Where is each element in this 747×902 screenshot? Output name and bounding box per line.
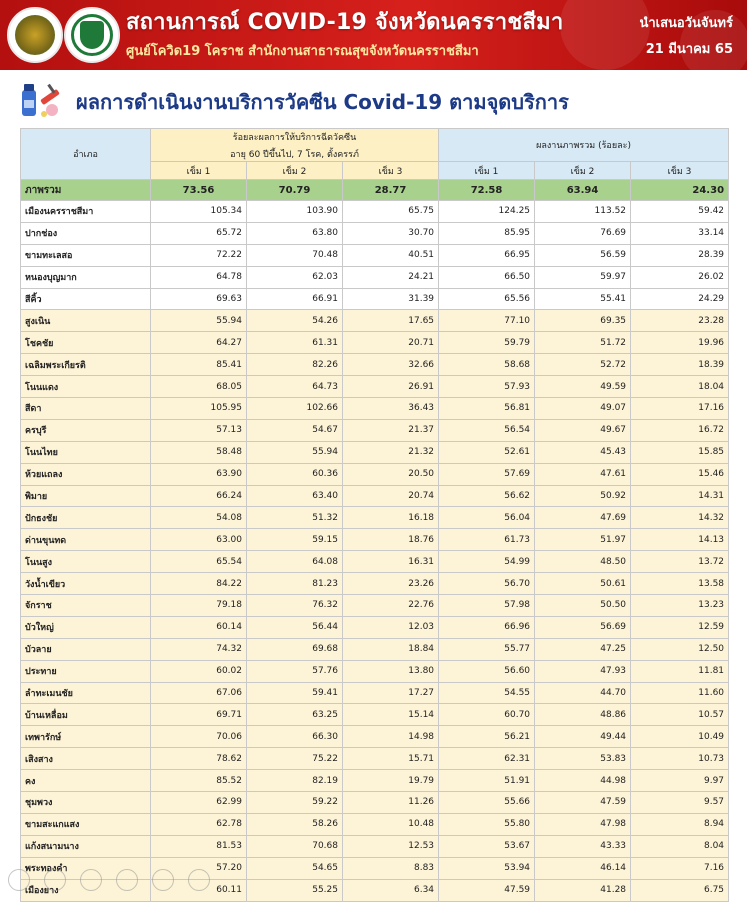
cell-value: 68.05 <box>151 376 247 398</box>
cell-value: 13.58 <box>631 573 729 595</box>
presented-date: 21 มีนาคม 65 <box>645 42 733 57</box>
table-body <box>21 201 729 902</box>
cell-value: 82.19 <box>247 770 343 792</box>
amphoe-name: พิมาย <box>21 485 151 507</box>
cell-value: 74.32 <box>151 638 247 660</box>
cell-value: 47.93 <box>535 660 631 682</box>
cell-value: 81.53 <box>151 835 247 857</box>
cell-value: 47.25 <box>535 638 631 660</box>
cell-value: 21.32 <box>343 441 439 463</box>
col-header-dose: เข็ม 3 <box>343 162 439 180</box>
cell-value: 124.25 <box>439 201 535 223</box>
amphoe-name: จักราช <box>21 595 151 617</box>
table-row <box>21 792 729 814</box>
amphoe-name: สีคิ้ว <box>21 288 151 310</box>
amphoe-name: สูงเนิน <box>21 310 151 332</box>
cell-value: 77.10 <box>439 310 535 332</box>
amphoe-name: ด่านขุนทด <box>21 529 151 551</box>
table-row <box>21 551 729 573</box>
cell-value: 44.98 <box>535 770 631 792</box>
table-row <box>21 595 729 617</box>
cell-value: 75.22 <box>247 748 343 770</box>
cell-value: 10.73 <box>631 748 729 770</box>
col-header-dose: เข็ม 2 <box>535 162 631 180</box>
cell-value: 49.59 <box>535 376 631 398</box>
total-value: 73.56 <box>151 180 247 201</box>
cell-value: 50.61 <box>535 573 631 595</box>
table-row <box>21 529 729 551</box>
cell-value: 58.68 <box>439 354 535 376</box>
share-icon[interactable] <box>80 869 102 891</box>
cell-value: 12.50 <box>631 638 729 660</box>
cell-value: 18.04 <box>631 376 729 398</box>
total-value: 63.94 <box>535 180 631 201</box>
table-row <box>21 244 729 266</box>
zoom-icon[interactable] <box>152 869 174 891</box>
amphoe-name: ขามทะเลสอ <box>21 244 151 266</box>
cell-value: 6.75 <box>631 879 729 901</box>
cell-value: 15.71 <box>343 748 439 770</box>
cell-value: 81.23 <box>247 573 343 595</box>
cell-value: 78.62 <box>151 748 247 770</box>
cell-value: 33.14 <box>631 222 729 244</box>
cell-value: 11.81 <box>631 660 729 682</box>
amphoe-name: ลำทะเมนชัย <box>21 682 151 704</box>
cell-value: 69.63 <box>151 288 247 310</box>
thumbs-up-icon[interactable] <box>8 869 30 891</box>
cell-value: 59.15 <box>247 529 343 551</box>
table-row <box>21 419 729 441</box>
page-title: สถานการณ์ COVID-19 จังหวัดนครราชสีมา <box>126 10 564 35</box>
cell-value: 56.69 <box>535 616 631 638</box>
cell-value: 8.83 <box>343 857 439 879</box>
col-header-dose: เข็ม 2 <box>247 162 343 180</box>
cell-value: 15.85 <box>631 441 729 463</box>
cell-value: 56.54 <box>439 419 535 441</box>
cell-value: 69.71 <box>151 704 247 726</box>
cell-value: 57.76 <box>247 660 343 682</box>
cell-value: 41.28 <box>535 879 631 901</box>
cell-value: 55.41 <box>535 288 631 310</box>
amphoe-name: บัวลาย <box>21 638 151 660</box>
total-value: 28.77 <box>343 180 439 201</box>
cell-value: 26.02 <box>631 266 729 288</box>
cell-value: 66.91 <box>247 288 343 310</box>
cell-value: 28.39 <box>631 244 729 266</box>
cell-value: 63.40 <box>247 485 343 507</box>
cell-value: 44.70 <box>535 682 631 704</box>
amphoe-name: ปักธงชัย <box>21 507 151 529</box>
cell-value: 82.26 <box>247 354 343 376</box>
presented-day: นำเสนอวันจันทร์ <box>639 16 733 31</box>
cell-value: 56.62 <box>439 485 535 507</box>
cell-value: 12.59 <box>631 616 729 638</box>
cell-value: 23.26 <box>343 573 439 595</box>
cell-value: 53.94 <box>439 857 535 879</box>
cell-value: 63.90 <box>151 463 247 485</box>
cell-value: 17.65 <box>343 310 439 332</box>
table-row <box>21 507 729 529</box>
cell-value: 59.79 <box>439 332 535 354</box>
amphoe-name: วังน้ำเขียว <box>21 573 151 595</box>
col-group-target-line1: ร้อยละผลการให้บริการฉีดวัคซีน <box>232 132 357 143</box>
amphoe-name: โนนแดง <box>21 376 151 398</box>
cell-value: 52.72 <box>535 354 631 376</box>
cell-value: 65.75 <box>343 201 439 223</box>
amphoe-name: เทพารักษ์ <box>21 726 151 748</box>
table-row <box>21 266 729 288</box>
amphoe-name: หนองบุญมาก <box>21 266 151 288</box>
cell-value: 85.41 <box>151 354 247 376</box>
amphoe-name: บัวใหญ่ <box>21 616 151 638</box>
cell-value: 6.34 <box>343 879 439 901</box>
cell-value: 76.32 <box>247 595 343 617</box>
col-group-target-line2: อายุ 60 ปีขึ้นไป, 7 โรค, ตั้งครรภ์ <box>230 149 359 160</box>
cell-value: 57.13 <box>151 419 247 441</box>
cell-value: 36.43 <box>343 398 439 420</box>
cell-value: 59.42 <box>631 201 729 223</box>
cell-value: 65.56 <box>439 288 535 310</box>
cell-value: 10.57 <box>631 704 729 726</box>
amphoe-name: พระทองคำ <box>21 857 151 879</box>
table-row <box>21 288 729 310</box>
cell-value: 18.76 <box>343 529 439 551</box>
gallery-icon[interactable] <box>116 869 138 891</box>
amphoe-name: เมืองยาง <box>21 879 151 901</box>
total-label: ภาพรวม <box>21 180 151 201</box>
cell-value: 47.98 <box>535 813 631 835</box>
page-subtitle: ศูนย์โควิด19 โคราช สำนักงานสาธารณสุขจังหวัดนครราชสีมา <box>126 44 479 59</box>
cell-value: 54.65 <box>247 857 343 879</box>
cell-value: 24.21 <box>343 266 439 288</box>
cell-value: 105.34 <box>151 201 247 223</box>
cell-value: 51.32 <box>247 507 343 529</box>
table-row <box>21 770 729 792</box>
table-row <box>21 441 729 463</box>
cell-value: 69.68 <box>247 638 343 660</box>
cell-value: 72.22 <box>151 244 247 266</box>
cell-value: 55.66 <box>439 792 535 814</box>
cell-value: 17.27 <box>343 682 439 704</box>
cell-value: 63.00 <box>151 529 247 551</box>
more-icon[interactable] <box>188 869 210 891</box>
table-row <box>21 682 729 704</box>
cell-value: 13.72 <box>631 551 729 573</box>
cell-value: 48.50 <box>535 551 631 573</box>
cell-value: 47.59 <box>439 879 535 901</box>
cell-value: 40.51 <box>343 244 439 266</box>
cell-value: 64.73 <box>247 376 343 398</box>
cell-value: 56.04 <box>439 507 535 529</box>
amphoe-name: ประทาย <box>21 660 151 682</box>
cell-value: 51.97 <box>535 529 631 551</box>
table-row <box>21 704 729 726</box>
cell-value: 60.70 <box>439 704 535 726</box>
cell-value: 31.39 <box>343 288 439 310</box>
cell-value: 64.27 <box>151 332 247 354</box>
table-row <box>21 376 729 398</box>
cell-value: 13.23 <box>631 595 729 617</box>
cell-value: 69.35 <box>535 310 631 332</box>
cell-value: 54.08 <box>151 507 247 529</box>
cell-value: 19.96 <box>631 332 729 354</box>
cell-value: 20.74 <box>343 485 439 507</box>
cell-value: 60.11 <box>151 879 247 901</box>
cell-value: 63.25 <box>247 704 343 726</box>
cell-value: 56.21 <box>439 726 535 748</box>
virus-decoration <box>560 0 650 70</box>
amphoe-name: ปากช่อง <box>21 222 151 244</box>
cell-value: 55.94 <box>151 310 247 332</box>
social-toolbar <box>0 863 240 900</box>
cell-value: 11.26 <box>343 792 439 814</box>
cell-value: 113.52 <box>535 201 631 223</box>
cell-value: 60.02 <box>151 660 247 682</box>
cell-value: 56.60 <box>439 660 535 682</box>
cell-value: 9.57 <box>631 792 729 814</box>
cell-value: 57.98 <box>439 595 535 617</box>
cell-value: 62.31 <box>439 748 535 770</box>
table-row <box>21 485 729 507</box>
amphoe-name: ชุมพวง <box>21 792 151 814</box>
table-row <box>21 813 729 835</box>
cell-value: 59.41 <box>247 682 343 704</box>
cell-value: 23.28 <box>631 310 729 332</box>
cell-value: 103.90 <box>247 201 343 223</box>
provincial-seal-icon <box>7 7 63 63</box>
cell-value: 59.97 <box>535 266 631 288</box>
cell-value: 56.59 <box>535 244 631 266</box>
cell-value: 58.26 <box>247 813 343 835</box>
cell-value: 24.29 <box>631 288 729 310</box>
table-row <box>21 354 729 376</box>
cell-value: 62.99 <box>151 792 247 814</box>
cell-value: 54.55 <box>439 682 535 704</box>
cell-value: 20.50 <box>343 463 439 485</box>
cell-value: 61.31 <box>247 332 343 354</box>
col-group-target <box>151 129 439 162</box>
vaccination-table <box>20 128 729 902</box>
cell-value: 18.39 <box>631 354 729 376</box>
header-banner <box>0 0 747 70</box>
amphoe-name: แก้งสนามนาง <box>21 835 151 857</box>
col-header-amphoe: อำเภอ <box>21 129 151 180</box>
cell-value: 55.25 <box>247 879 343 901</box>
cell-value: 43.33 <box>535 835 631 857</box>
cell-value: 65.72 <box>151 222 247 244</box>
cell-value: 47.59 <box>535 792 631 814</box>
cell-value: 60.36 <box>247 463 343 485</box>
cell-value: 56.81 <box>439 398 535 420</box>
cell-value: 66.24 <box>151 485 247 507</box>
cell-value: 67.06 <box>151 682 247 704</box>
cell-value: 51.91 <box>439 770 535 792</box>
vaccine-vial-icon <box>20 80 64 120</box>
cell-value: 8.04 <box>631 835 729 857</box>
table-row <box>21 463 729 485</box>
cell-value: 10.48 <box>343 813 439 835</box>
amphoe-name: ห้วยแถลง <box>21 463 151 485</box>
amphoe-name: โนนไทย <box>21 441 151 463</box>
amphoe-name: เมืองนครราชสีมา <box>21 201 151 223</box>
cell-value: 15.14 <box>343 704 439 726</box>
cell-value: 70.48 <box>247 244 343 266</box>
cell-value: 56.44 <box>247 616 343 638</box>
cell-value: 62.03 <box>247 266 343 288</box>
cell-value: 14.31 <box>631 485 729 507</box>
cell-value: 61.73 <box>439 529 535 551</box>
cell-value: 66.96 <box>439 616 535 638</box>
cell-value: 54.99 <box>439 551 535 573</box>
cell-value: 54.67 <box>247 419 343 441</box>
cell-value: 85.95 <box>439 222 535 244</box>
col-header-dose: เข็ม 1 <box>151 162 247 180</box>
cell-value: 58.48 <box>151 441 247 463</box>
cell-value: 14.98 <box>343 726 439 748</box>
cell-value: 19.79 <box>343 770 439 792</box>
cell-value: 49.44 <box>535 726 631 748</box>
cell-value: 16.18 <box>343 507 439 529</box>
cell-value: 11.60 <box>631 682 729 704</box>
amphoe-name: เสิงสาง <box>21 748 151 770</box>
amphoe-name: ขามสะแกแสง <box>21 813 151 835</box>
cell-value: 16.72 <box>631 419 729 441</box>
cell-value: 57.93 <box>439 376 535 398</box>
cell-value: 45.43 <box>535 441 631 463</box>
cell-value: 10.49 <box>631 726 729 748</box>
col-header-dose: เข็ม 1 <box>439 162 535 180</box>
amphoe-name: เฉลิมพระเกียรติ <box>21 354 151 376</box>
cell-value: 55.77 <box>439 638 535 660</box>
cell-value: 13.80 <box>343 660 439 682</box>
cell-value: 64.78 <box>151 266 247 288</box>
cell-value: 30.70 <box>343 222 439 244</box>
total-value: 24.30 <box>631 180 729 201</box>
cell-value: 14.32 <box>631 507 729 529</box>
cell-value: 12.03 <box>343 616 439 638</box>
cell-value: 102.66 <box>247 398 343 420</box>
col-group-overall: ผลงานภาพรวม (ร้อยละ) <box>439 129 729 162</box>
cell-value: 66.30 <box>247 726 343 748</box>
table-row <box>21 201 729 223</box>
cell-value: 21.37 <box>343 419 439 441</box>
cell-value: 76.69 <box>535 222 631 244</box>
cell-value: 14.13 <box>631 529 729 551</box>
comment-icon[interactable] <box>44 869 66 891</box>
amphoe-name: ครบุรี <box>21 419 151 441</box>
cell-value: 59.22 <box>247 792 343 814</box>
cell-value: 55.80 <box>439 813 535 835</box>
cell-value: 48.86 <box>535 704 631 726</box>
cell-value: 50.50 <box>535 595 631 617</box>
cell-value: 65.54 <box>151 551 247 573</box>
cell-value: 8.94 <box>631 813 729 835</box>
cell-value: 17.16 <box>631 398 729 420</box>
cell-value: 20.71 <box>343 332 439 354</box>
cell-value: 64.08 <box>247 551 343 573</box>
cell-value: 66.50 <box>439 266 535 288</box>
table-header-row <box>21 129 729 162</box>
cell-value: 55.94 <box>247 441 343 463</box>
cell-value: 12.53 <box>343 835 439 857</box>
cell-value: 84.22 <box>151 573 247 595</box>
cell-value: 18.84 <box>343 638 439 660</box>
cell-value: 47.69 <box>535 507 631 529</box>
cell-value: 85.52 <box>151 770 247 792</box>
amphoe-name: โนนสูง <box>21 551 151 573</box>
cell-value: 50.92 <box>535 485 631 507</box>
total-value: 70.79 <box>247 180 343 201</box>
cell-value: 56.70 <box>439 573 535 595</box>
table-row <box>21 660 729 682</box>
table-row <box>21 310 729 332</box>
cell-value: 52.61 <box>439 441 535 463</box>
cell-value: 9.97 <box>631 770 729 792</box>
cell-value: 26.91 <box>343 376 439 398</box>
table-row <box>21 573 729 595</box>
cell-value: 53.83 <box>535 748 631 770</box>
cell-value: 70.68 <box>247 835 343 857</box>
cell-value: 53.67 <box>439 835 535 857</box>
cell-value: 22.76 <box>343 595 439 617</box>
cell-value: 49.67 <box>535 419 631 441</box>
section-title: ผลการดำเนินงานบริการวัคซีน Covid-19 ตามจุดบริการ <box>76 90 569 114</box>
amphoe-name: บ้านเหลื่อม <box>21 704 151 726</box>
amphoe-name: คง <box>21 770 151 792</box>
amphoe-name: สีดา <box>21 398 151 420</box>
table-row <box>21 726 729 748</box>
cell-value: 46.14 <box>535 857 631 879</box>
cell-value: 60.14 <box>151 616 247 638</box>
amphoe-name: โชคชัย <box>21 332 151 354</box>
table-row <box>21 748 729 770</box>
cell-value: 32.66 <box>343 354 439 376</box>
table-row <box>21 835 729 857</box>
cell-value: 57.20 <box>151 857 247 879</box>
cell-value: 16.31 <box>343 551 439 573</box>
cell-value: 105.95 <box>151 398 247 420</box>
table-row <box>21 222 729 244</box>
total-row <box>21 180 729 201</box>
cell-value: 63.80 <box>247 222 343 244</box>
cell-value: 47.61 <box>535 463 631 485</box>
cell-value: 7.16 <box>631 857 729 879</box>
total-value: 72.58 <box>439 180 535 201</box>
cell-value: 54.26 <box>247 310 343 332</box>
table-row <box>21 616 729 638</box>
cell-value: 62.78 <box>151 813 247 835</box>
cell-value: 79.18 <box>151 595 247 617</box>
cell-value: 51.72 <box>535 332 631 354</box>
table-row <box>21 638 729 660</box>
cell-value: 57.69 <box>439 463 535 485</box>
col-header-dose: เข็ม 3 <box>631 162 729 180</box>
table-row <box>21 332 729 354</box>
cell-value: 49.07 <box>535 398 631 420</box>
cell-value: 70.06 <box>151 726 247 748</box>
cell-value: 66.95 <box>439 244 535 266</box>
moph-logo-icon <box>64 7 120 63</box>
table-row <box>21 398 729 420</box>
cell-value: 15.46 <box>631 463 729 485</box>
